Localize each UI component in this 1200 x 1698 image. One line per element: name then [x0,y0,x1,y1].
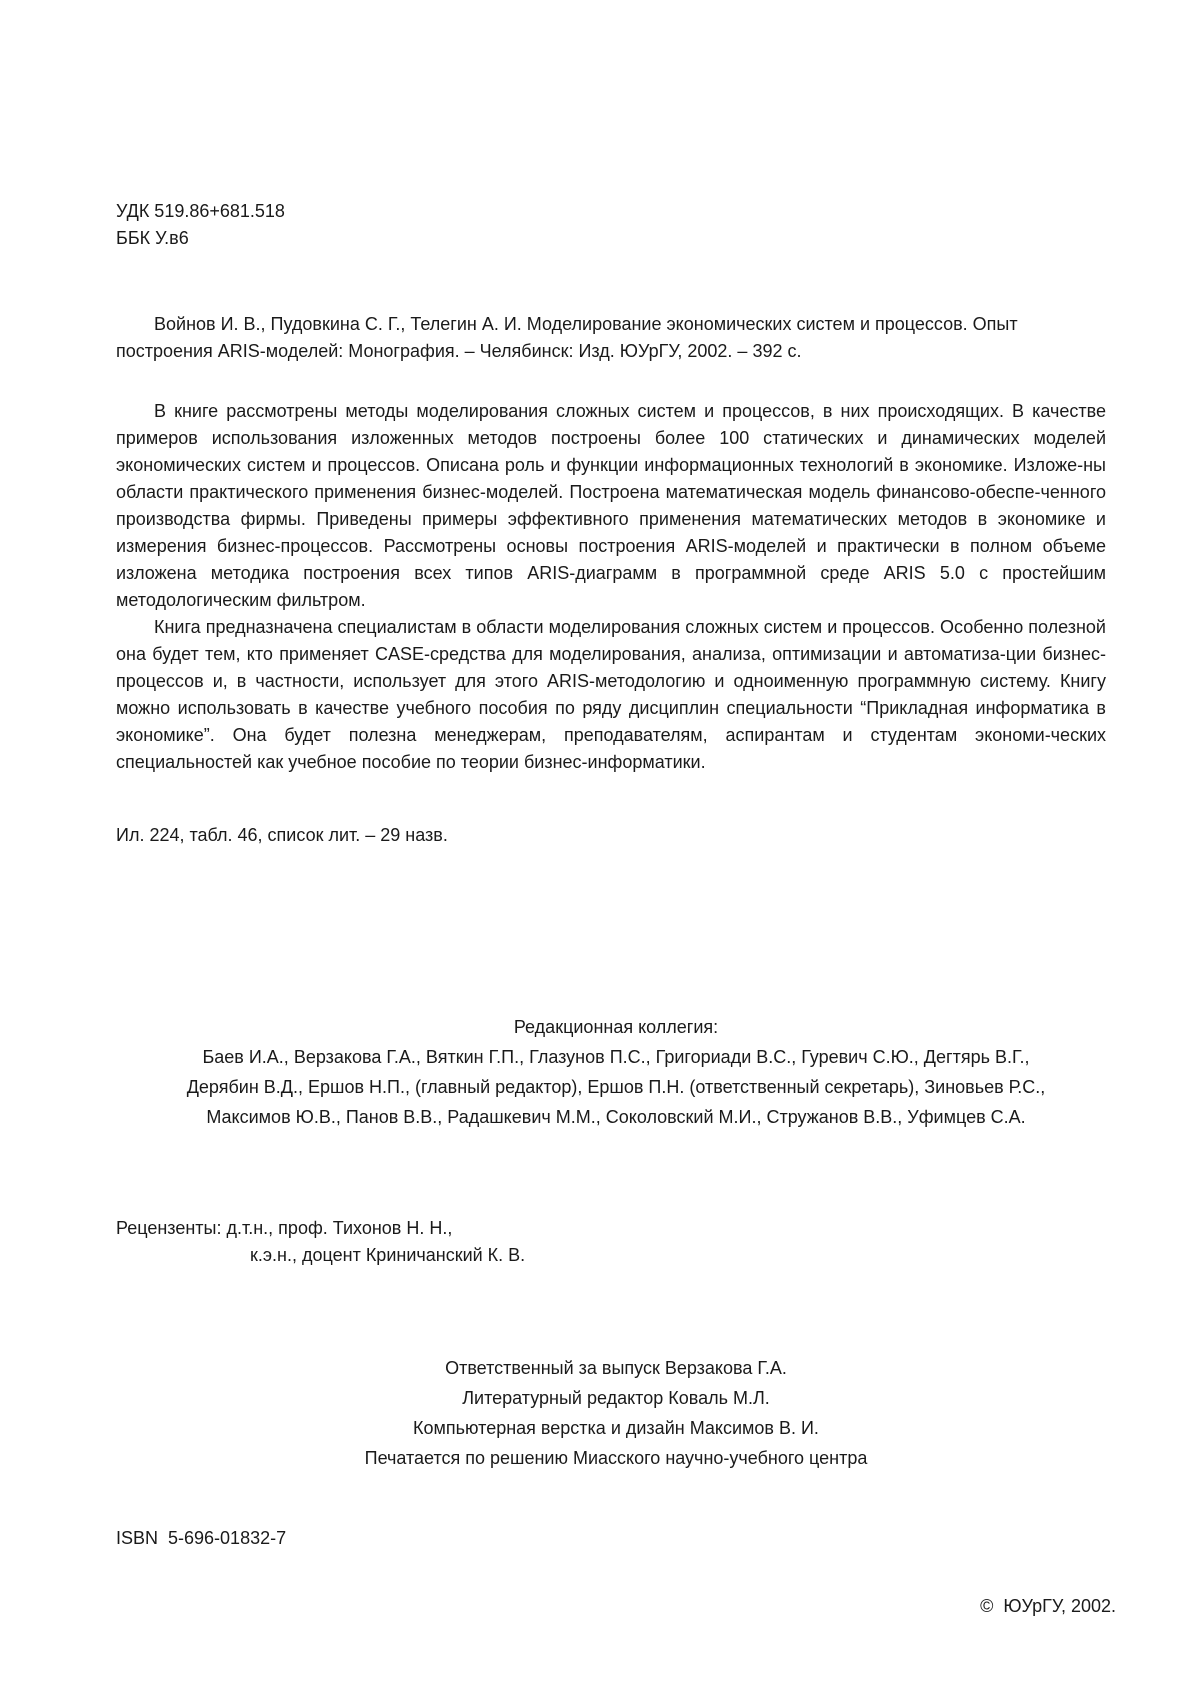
reviewers-label: Рецензенты: [116,1218,222,1238]
credit-line: Ответственный за выпуск Верзакова Г.А. [445,1358,787,1378]
isbn [116,1525,1116,1552]
abstract [116,398,1106,776]
editorial-board-heading: Редакционная коллегия: [513,1017,719,1037]
citation-line-1: Войнов И. В., Пудовкина С. Г., Телегин А. И. Моделирование экономических систем и процессов. Опыт [154,314,1018,334]
citation-line-2: построения ARIS-моделей: Монография. – Челябинск: Изд. ЮУрГУ, 2002. – 392 с. [116,341,802,361]
reviewer-2: к.э.н., доцент Криничанский К. В. [250,1245,526,1265]
production-credits [116,1353,1116,1473]
udk-code: УДК 519.86+681.518 [116,201,285,221]
reviewers [116,1215,1116,1269]
abstract-paragraph-1: В книге рассмотрены методы моделирования сложных систем и процессов, в них происходящих. В качестве примеров использования изложенных методов построены более 100 статических и динамических моделей экономических систем и процессов. Описана роль и функции информационных технологий в экономике. Изложе-ны области практического применения бизнес-моделей. Построена математическая модель финансово-обеспе-ченного производства фирмы. Приведены примеры эффективного применения математических методов в экономике и измерения бизнес-процессов. Рассмотрены основы построения ARIS-моделей и практически в полном объеме изложена методика построения всех типов ARIS-диаграмм в программной среде ARIS 5.0 с простейшим методологическим фильтром. [116,401,1106,610]
classification-codes [116,198,1116,252]
bibliographic-citation [116,311,1116,365]
bbk-code: ББК У.в6 [116,228,189,248]
editorial-board-line: Максимов Ю.В., Панов В.В., Радашкевич М.М., Соколовский М.И., Стружанов В.В., Уфимцев С.А. [206,1107,1026,1127]
editorial-board-line: Дерябин В.Д., Ершов Н.П., (главный редактор), Ершов П.Н. (ответственный секретарь), Зиновьев Р.С., [186,1077,1046,1097]
credit-line: Печатается по решению Миасского научно-учебного центра [364,1448,868,1468]
abstract-paragraph-2: Книга предназначена специалистам в области моделирования сложных систем и процессов. Особенно полезной она будет тем, кто применяет CASE-средства для моделирования, анализа, оптимизации и автоматиза-ции бизнес-процессов и, в частности, использует для этого ARIS-методологию и одноименную программную систему. Книгу можно использовать в качестве учебного пособия по ряду дисциплин специальности “Прикладная информатика в экономике”. Она будет полезна менеджерам, преподавателям, аспирантам и студентам экономи-ческих специальностей как учебное пособие по теории бизнес-информатики. [116,617,1106,772]
illustration-stats [116,822,1116,849]
isbn-number: ISBN 5-696-01832-7 [116,1528,287,1548]
reviewer-row-1 [116,1215,1116,1242]
reviewer-1: д.т.н., проф. Тихонов Н. Н., [226,1218,453,1238]
credit-line: Литературный редактор Коваль М.Л. [462,1388,770,1408]
credit-line: Компьютерная верстка и дизайн Максимов В. И. [413,1418,819,1438]
copyright-notice: © ЮУрГУ, 2002. [980,1596,1116,1616]
stats-line: Ил. 224, табл. 46, список лит. – 29 назв. [116,825,448,845]
editorial-board [116,1012,1116,1132]
editorial-board-line: Баев И.А., Верзакова Г.А., Вяткин Г.П., Глазунов П.С., Григориади В.С., Гуревич С.Ю., Дегтярь В.Г., [202,1047,1030,1067]
